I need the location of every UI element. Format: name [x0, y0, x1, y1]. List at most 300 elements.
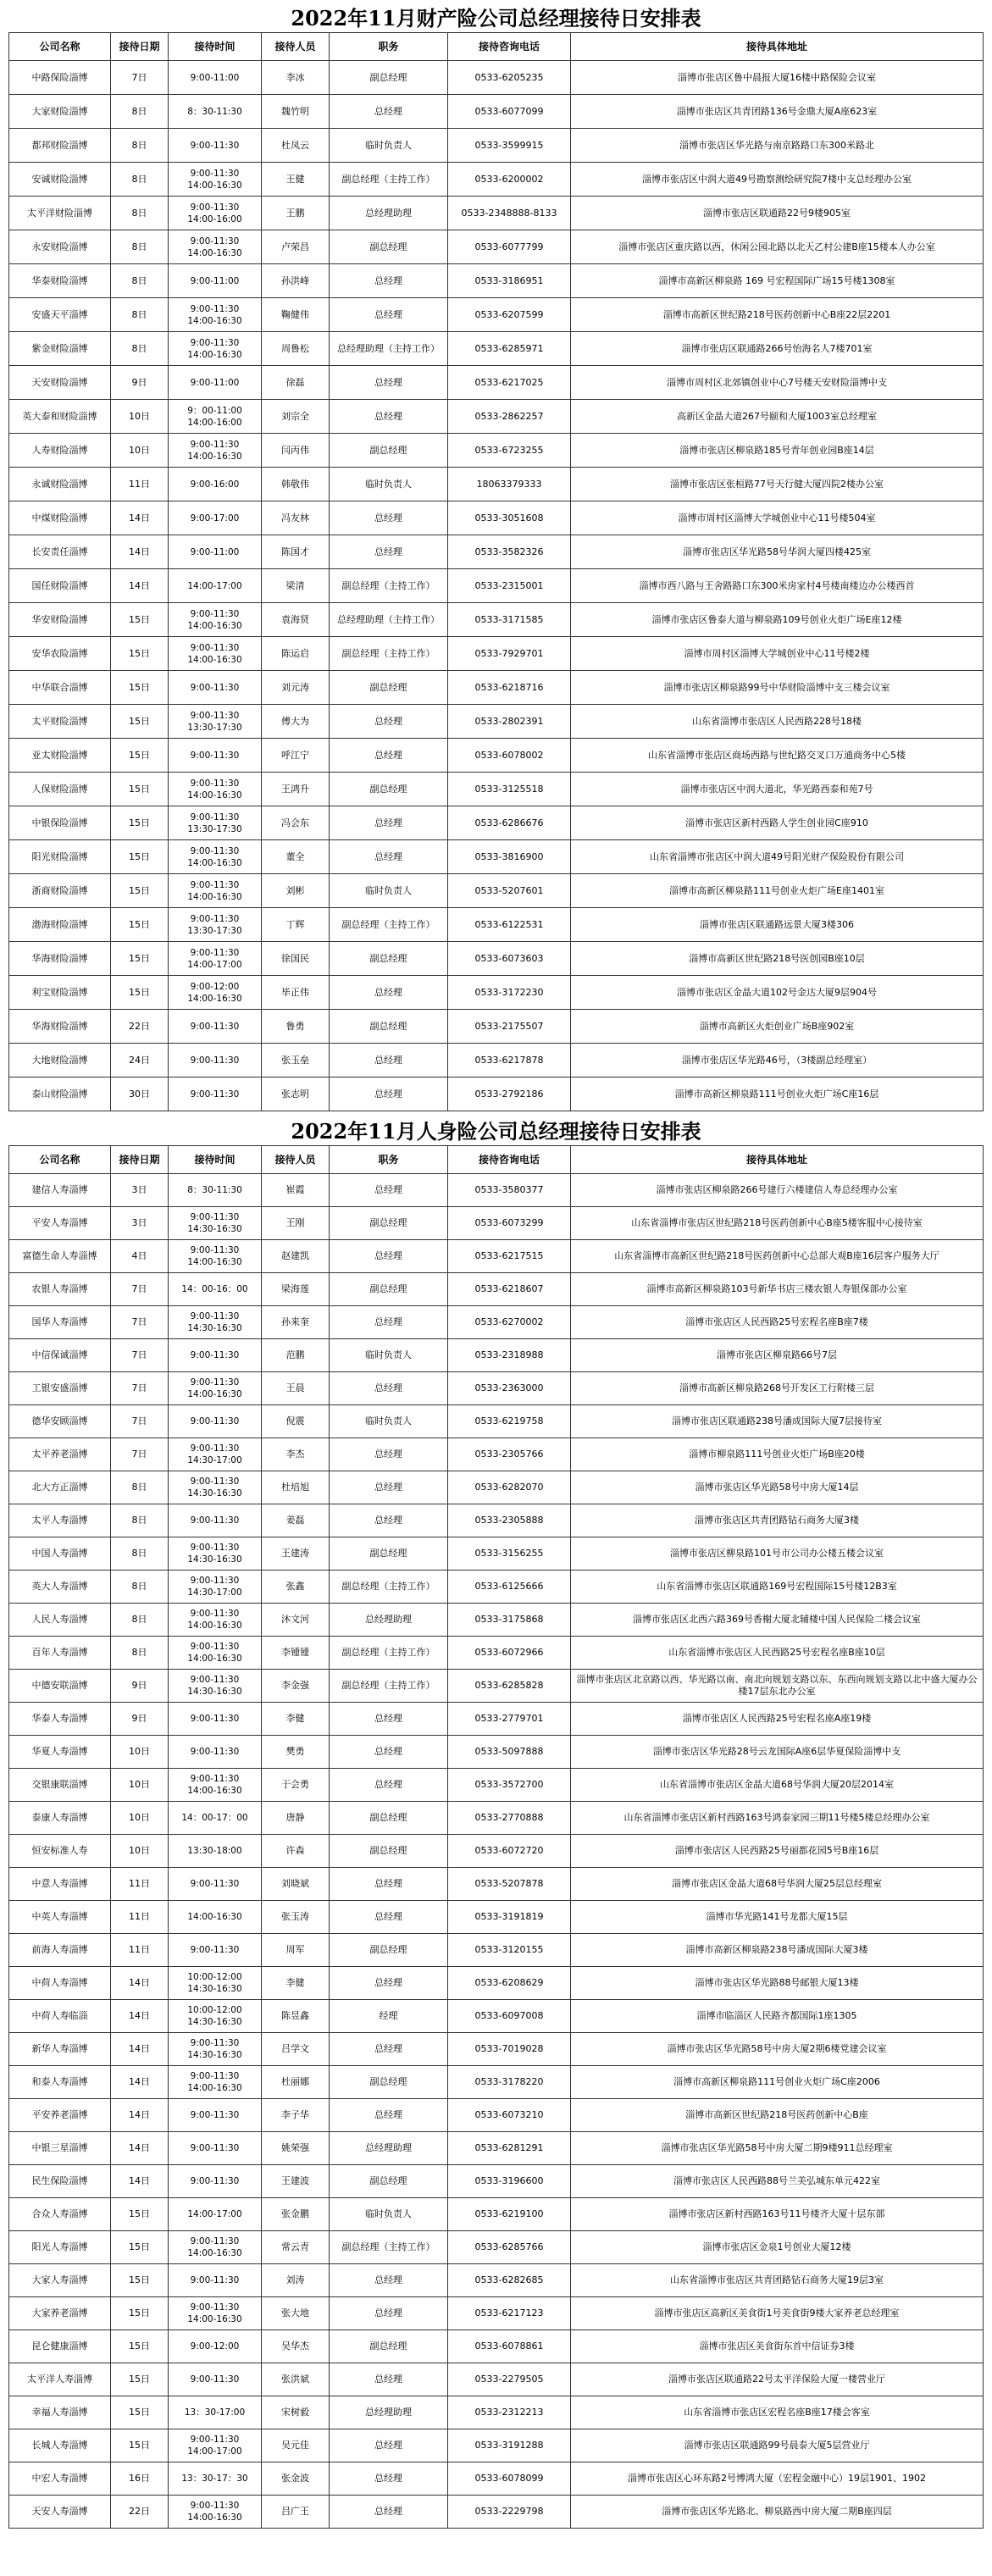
company-name-cell: 大家人寿淄博: [9, 2264, 111, 2297]
receptionist-cell: 徐国民: [262, 942, 330, 976]
reception-date-cell: 15日: [111, 637, 169, 671]
address-cell: 淄博市张店区新村西路人学生创业园C座910: [571, 806, 984, 840]
position-cell: 副总经理: [330, 2165, 448, 2198]
receptionist-cell: 梁海莲: [262, 1273, 330, 1306]
reception-date-cell: 11日: [111, 1934, 169, 1967]
table-row: [9, 806, 984, 840]
life-table-title: 2022年11月人身险公司总经理接待日安排表: [291, 1119, 701, 1144]
reception-date-cell: 8日: [111, 230, 169, 264]
company-name-cell: 渤海财险淄博: [9, 908, 111, 942]
reception-time-cell: 9:00-11:30 14:00-16:30: [169, 2066, 262, 2099]
reception-date-cell: 10日: [111, 400, 169, 434]
table-row: [9, 2496, 984, 2529]
receptionist-cell: 周军: [262, 1934, 330, 1967]
reception-date-cell: 15日: [111, 806, 169, 840]
receptionist-cell: 张鑫: [262, 1571, 330, 1604]
address-cell: 淄博市张店区华光路58号中房大厦2期6楼党建会议室: [571, 2033, 984, 2066]
reception-time-cell: 9:00-11:30: [169, 2099, 262, 2132]
address-cell: 山东省淄博市张店区人民西路25号宏程名座B座10层: [571, 1637, 984, 1670]
address-cell: 淄博市张店区华光路58号华润大厦四楼425室: [571, 535, 984, 569]
company-name-cell: 太平养老淄博: [9, 1438, 111, 1471]
header-receptionist: 接待人员: [262, 33, 330, 61]
table-row: [9, 468, 984, 501]
receptionist-cell: 张大地: [262, 2297, 330, 2330]
header-address: 接待具体地址: [571, 33, 984, 61]
phone-cell: 0533-3186951: [448, 264, 571, 298]
company-name-cell: 中荷人寿淄博: [9, 1967, 111, 2000]
reception-date-cell: 7日: [111, 1372, 169, 1405]
phone-cell: 0533-6073603: [448, 942, 571, 976]
position-cell: 总经理: [330, 840, 448, 874]
header-reception-time: 接待时间: [169, 1146, 262, 1174]
receptionist-cell: 鲁勇: [262, 1010, 330, 1044]
address-cell: 山东省淄博市张店区共青团路钻石商务大厦19层3室: [571, 2264, 984, 2297]
reception-date-cell: 10日: [111, 1835, 169, 1868]
table-row: [9, 603, 984, 637]
company-name-cell: 中国人寿淄博: [9, 1537, 111, 1571]
phone-cell: 0533-2312213: [448, 2396, 571, 2429]
phone-cell: 0533-6723255: [448, 434, 571, 468]
position-cell: 副总经理（主持工作）: [330, 1670, 448, 1703]
phone-cell: 0533-5097888: [448, 1736, 571, 1769]
company-name-cell: 中荷人寿临淄: [9, 2000, 111, 2033]
table-row: [9, 1339, 984, 1372]
table-row: [9, 671, 984, 705]
receptionist-cell: 王健: [262, 163, 330, 197]
table-row: [9, 2396, 984, 2429]
address-cell: 淄博市临淄区人民路齐都国际1座1305: [571, 2000, 984, 2033]
reception-time-cell: 9:00-11:30 14:30-16:30: [169, 1207, 262, 1240]
position-cell: 总经理: [330, 1077, 448, 1111]
company-name-cell: 国华人寿淄博: [9, 1306, 111, 1339]
position-cell: 总经理: [330, 501, 448, 535]
reception-date-cell: 9日: [111, 366, 169, 400]
company-name-cell: 长安责任淄博: [9, 535, 111, 569]
company-name-cell: 浙商财险淄博: [9, 874, 111, 908]
reception-time-cell: 9:00-11:30: [169, 739, 262, 773]
reception-date-cell: 14日: [111, 2099, 169, 2132]
table-row: [9, 705, 984, 739]
reception-date-cell: 7日: [111, 61, 169, 95]
company-name-cell: 中意人寿淄博: [9, 1868, 111, 1901]
table-row: [9, 332, 984, 366]
company-name-cell: 国任财险淄博: [9, 569, 111, 603]
table-row: [9, 874, 984, 908]
position-cell: 总经理: [330, 2496, 448, 2529]
header-company-name: 公司名称: [9, 1146, 111, 1174]
company-name-cell: 民生保险淄博: [9, 2165, 111, 2198]
reception-time-cell: 9:00-11:00: [169, 61, 262, 95]
reception-date-cell: 10日: [111, 1769, 169, 1802]
table-row: [9, 1868, 984, 1901]
phone-cell: 0533-2348888-8133: [448, 197, 571, 230]
table-row: [9, 1835, 984, 1868]
reception-time-cell: 9:00-11:30 14:00-16:30: [169, 230, 262, 264]
address-cell: 淄博市张店区美食街东首中信证券3楼: [571, 2330, 984, 2363]
phone-cell: 0533-6078002: [448, 739, 571, 773]
phone-cell: 0533-2363000: [448, 1372, 571, 1405]
reception-time-cell: 9:00-11:30 14:00-17:00: [169, 2429, 262, 2462]
position-cell: 临时负责人: [330, 129, 448, 163]
receptionist-cell: 沐文河: [262, 1604, 330, 1637]
company-name-cell: 安盛天平淄博: [9, 298, 111, 332]
position-cell: 总经理: [330, 95, 448, 129]
receptionist-cell: 陈国才: [262, 535, 330, 569]
company-name-cell: 交银康联淄博: [9, 1769, 111, 1802]
phone-cell: 0533-6077099: [448, 95, 571, 129]
address-cell: 淄博市高新区柳泉路 169 号宏程国际广场15号楼1308室: [571, 264, 984, 298]
reception-date-cell: 15日: [111, 2363, 169, 2396]
position-cell: 总经理: [330, 1044, 448, 1077]
table-row: [9, 2462, 984, 2496]
receptionist-cell: 刘涛: [262, 2264, 330, 2297]
header-phone: 接待咨询电话: [448, 1146, 571, 1174]
reception-time-cell: 9:00-11:30: [169, 2132, 262, 2165]
receptionist-cell: 吴华杰: [262, 2330, 330, 2363]
phone-cell: 0533-3191819: [448, 1901, 571, 1934]
position-cell: 副总经理: [330, 1273, 448, 1306]
address-cell: 淄博市张店区高新区美食街1号美食街9楼大家养老总经理室: [571, 2297, 984, 2330]
reception-time-cell: 9:00-12:00 14:00-16:30: [169, 976, 262, 1010]
company-name-cell: 中信保诚淄博: [9, 1339, 111, 1372]
reception-date-cell: 8日: [111, 298, 169, 332]
phone-cell: 0533-2779701: [448, 1703, 571, 1736]
reception-date-cell: 15日: [111, 840, 169, 874]
receptionist-cell: 吕学文: [262, 2033, 330, 2066]
receptionist-cell: 傅大为: [262, 705, 330, 739]
phone-cell: 0533-6217515: [448, 1240, 571, 1273]
table-row: [9, 739, 984, 773]
receptionist-cell: 姚荣强: [262, 2132, 330, 2165]
position-cell: 总经理: [330, 366, 448, 400]
address-cell: 淄博市张店区人民西路88号兰美弘城东单元422室: [571, 2165, 984, 2198]
reception-date-cell: 8日: [111, 1537, 169, 1571]
reception-date-cell: 3日: [111, 1174, 169, 1207]
receptionist-cell: 宋树毅: [262, 2396, 330, 2429]
receptionist-cell: 姜磊: [262, 1504, 330, 1537]
table-row: [9, 2231, 984, 2264]
position-cell: 总经理: [330, 1901, 448, 1934]
reception-time-cell: 9:00-11:30 14:00-16:30: [169, 2496, 262, 2529]
reception-time-cell: 13:30-18:00: [169, 1835, 262, 1868]
company-name-cell: 阳光人寿淄博: [9, 2231, 111, 2264]
phone-cell: 0533-6217025: [448, 366, 571, 400]
reception-time-cell: 14:00-17:00: [169, 2198, 262, 2231]
phone-cell: 0533-3580377: [448, 1174, 571, 1207]
position-cell: 副总经理: [330, 1934, 448, 1967]
phone-cell: 0533-5207878: [448, 1868, 571, 1901]
table-row: [9, 298, 984, 332]
receptionist-cell: 李子华: [262, 2099, 330, 2132]
address-cell: 淄博市张店区中润大道北，华光路西泰和苑7号: [571, 773, 984, 806]
reception-time-cell: 9:00-11:30 14:00-16:30: [169, 2231, 262, 2264]
table-row: [9, 1077, 984, 1111]
company-name-cell: 华海财险淄博: [9, 942, 111, 976]
phone-cell: 0533-6205235: [448, 61, 571, 95]
address-cell: 淄博市张店区联通路238号潘成国际大厦7层接待室: [571, 1405, 984, 1438]
company-name-cell: 华海财险淄博: [9, 1010, 111, 1044]
reception-date-cell: 15日: [111, 2297, 169, 2330]
receptionist-cell: 袁海贤: [262, 603, 330, 637]
company-name-cell: 合众人寿淄博: [9, 2198, 111, 2231]
address-cell: 淄博市张店区华光路58号中房大厦二期9楼911总经理室: [571, 2132, 984, 2165]
table-row: [9, 1802, 984, 1835]
receptionist-cell: 魏竹明: [262, 95, 330, 129]
company-name-cell: 安诚财险淄博: [9, 163, 111, 197]
address-cell: 淄博市张店区柳泉路266号建行六楼建信人寿总经理办公室: [571, 1174, 984, 1207]
company-name-cell: 大家财险淄博: [9, 95, 111, 129]
table-row: [9, 1604, 984, 1637]
address-cell: 淄博市张店区人民西路25号宏程名座A座19楼: [571, 1703, 984, 1736]
receptionist-cell: 李健: [262, 1703, 330, 1736]
reception-date-cell: 15日: [111, 739, 169, 773]
address-cell: 淄博市张店区华光路88号邮银大厦13楼: [571, 1967, 984, 2000]
company-name-cell: 太平洋财险淄博: [9, 197, 111, 230]
position-cell: 总经理: [330, 1504, 448, 1537]
receptionist-cell: 杜培旭: [262, 1471, 330, 1504]
phone-cell: 0533-6200002: [448, 163, 571, 197]
reception-time-cell: 9:00-11:30 14:00-16:30: [169, 840, 262, 874]
address-cell: 山东省淄博市张店区商场西路与世纪路交叉口万通商务中心5楼: [571, 739, 984, 773]
reception-date-cell: 14日: [111, 501, 169, 535]
position-cell: 总经理: [330, 2264, 448, 2297]
receptionist-cell: 毕正伟: [262, 976, 330, 1010]
reception-time-cell: 9:00-11:00: [169, 264, 262, 298]
receptionist-cell: 刘宗全: [262, 400, 330, 434]
reception-date-cell: 14日: [111, 2000, 169, 2033]
company-name-cell: 华安财险淄博: [9, 603, 111, 637]
company-name-cell: 华泰财险淄博: [9, 264, 111, 298]
phone-cell: 0533-2175507: [448, 1010, 571, 1044]
table-row: [9, 1405, 984, 1438]
reception-time-cell: 9:00-11:30 14:30-16:30: [169, 1306, 262, 1339]
position-cell: 总经理: [330, 2462, 448, 2496]
address-cell: 淄博市周村区淄博大学城创业中心11号楼2楼: [571, 637, 984, 671]
position-cell: 总经理助理: [330, 1604, 448, 1637]
reception-time-cell: 9:00-11:30 14:00-17:00: [169, 942, 262, 976]
reception-date-cell: 8日: [111, 197, 169, 230]
position-cell: 副总经理（主持工作）: [330, 163, 448, 197]
table-row: [9, 1207, 984, 1240]
phone-cell: 0533-3178220: [448, 2066, 571, 2099]
position-cell: 总经理: [330, 2033, 448, 2066]
table-row: [9, 61, 984, 95]
address-cell: 山东省淄博市张店区金晶大道68号华润大厦20层2014室: [571, 1769, 984, 1802]
reception-time-cell: 14：00-16：00: [169, 1273, 262, 1306]
address-cell: 淄博市高新区柳泉路111号创业火炬广场C座16层: [571, 1077, 984, 1111]
table-row: [9, 501, 984, 535]
reception-time-cell: 9:00-11:30: [169, 1868, 262, 1901]
header-address: 接待具体地址: [571, 1146, 984, 1174]
phone-cell: 0533-6097008: [448, 2000, 571, 2033]
phone-cell: 0533-6218607: [448, 1273, 571, 1306]
position-cell: 总经理: [330, 1471, 448, 1504]
address-cell: 淄博市张店区华光路46号，（3楼副总经理室）: [571, 1044, 984, 1077]
reception-time-cell: 10:00-12:00 14:30-16:30: [169, 2000, 262, 2033]
company-name-cell: 中银三星淄博: [9, 2132, 111, 2165]
company-name-cell: 阳光财险淄博: [9, 840, 111, 874]
header-reception-date: 接待日期: [111, 33, 169, 61]
phone-cell: 0533-2305888: [448, 1504, 571, 1537]
company-name-cell: 利宝财险淄博: [9, 976, 111, 1010]
reception-date-cell: 16日: [111, 2462, 169, 2496]
position-cell: 总经理: [330, 1240, 448, 1273]
reception-date-cell: 15日: [111, 2264, 169, 2297]
company-name-cell: 大地财险淄博: [9, 1044, 111, 1077]
receptionist-cell: 王晨: [262, 1372, 330, 1405]
position-cell: 总经理: [330, 2363, 448, 2396]
table-row: [9, 2198, 984, 2231]
reception-time-cell: 9:00-11:30: [169, 2165, 262, 2198]
reception-time-cell: 9:00-11:30 14:00-16:30: [169, 773, 262, 806]
phone-cell: 0533-7019028: [448, 2033, 571, 2066]
reception-date-cell: 7日: [111, 1273, 169, 1306]
receptionist-cell: 李冰: [262, 61, 330, 95]
reception-date-cell: 22日: [111, 2496, 169, 2529]
reception-time-cell: 9:00-11:30 14:00-16:30: [169, 874, 262, 908]
phone-cell: 0533-6072966: [448, 1637, 571, 1670]
receptionist-cell: 王鹏: [262, 197, 330, 230]
company-name-cell: 人保财险淄博: [9, 773, 111, 806]
receptionist-cell: 唐静: [262, 1802, 330, 1835]
reception-time-cell: 9:00-11:30 13:30-17:30: [169, 806, 262, 840]
company-name-cell: 太平财险淄博: [9, 705, 111, 739]
table-row: [9, 569, 984, 603]
header-company-name: 公司名称: [9, 33, 111, 61]
position-cell: 总经理: [330, 1703, 448, 1736]
position-cell: 副总经理: [330, 61, 448, 95]
position-cell: 总经理: [330, 298, 448, 332]
receptionist-cell: 梁清: [262, 569, 330, 603]
receptionist-cell: 陈运启: [262, 637, 330, 671]
table-row: [9, 1670, 984, 1703]
phone-cell: 0533-6285971: [448, 332, 571, 366]
table-row: [9, 434, 984, 468]
reception-time-cell: 8：30-11:30: [169, 95, 262, 129]
receptionist-cell: 李锺锺: [262, 1637, 330, 1670]
table-row: [9, 1901, 984, 1934]
reception-date-cell: 10日: [111, 1802, 169, 1835]
reception-date-cell: 8日: [111, 264, 169, 298]
position-cell: 总经理: [330, 705, 448, 739]
address-cell: 淄博市张店区鲁泰大道与柳泉路109号创业火炬广场E座12楼: [571, 603, 984, 637]
table-row: [9, 1044, 984, 1077]
address-cell: 淄博市张店区华光路58号中房大厦14层: [571, 1471, 984, 1504]
table-row: [9, 2066, 984, 2099]
receptionist-cell: 冯会东: [262, 806, 330, 840]
address-cell: 淄博市张店区新村西路163号11号楼齐大厦十层东部: [571, 2198, 984, 2231]
reception-time-cell: 9:00-11:30 14:00-16:30: [169, 637, 262, 671]
receptionist-cell: 常云青: [262, 2231, 330, 2264]
position-cell: 副总经理: [330, 2330, 448, 2363]
phone-cell: 0533-6218716: [448, 671, 571, 705]
position-cell: 总经理助理: [330, 2396, 448, 2429]
phone-cell: 0533-2792186: [448, 1077, 571, 1111]
position-cell: 总经理: [330, 1372, 448, 1405]
address-cell: 淄博市张店区北西六路369号香榭大厦北辅楼中国人民保险二楼会议室: [571, 1604, 984, 1637]
reception-time-cell: 8：30-11:30: [169, 1174, 262, 1207]
address-cell: 淄博市高新区柳泉路111号创业火炬广场E座1401室: [571, 874, 984, 908]
reception-time-cell: 9:00-17:00: [169, 501, 262, 535]
address-cell: 淄博市张店区鲁中晨报大厦16楼中路保险会议室: [571, 61, 984, 95]
reception-date-cell: 15日: [111, 2429, 169, 2462]
reception-time-cell: 9:00-16:00: [169, 468, 262, 501]
address-cell: 山东省淄博市张店区新村西路163号鸿泰家园三期11号楼5楼总经理办公室: [571, 1802, 984, 1835]
company-name-cell: 北大方正淄博: [9, 1471, 111, 1504]
table-row: [9, 1504, 984, 1537]
position-cell: 总经理: [330, 1736, 448, 1769]
position-cell: 总经理: [330, 976, 448, 1010]
phone-cell: 0533-3196600: [448, 2165, 571, 2198]
reception-date-cell: 8日: [111, 332, 169, 366]
reception-time-cell: 9:00-11:30: [169, 671, 262, 705]
phone-cell: 0533-6219100: [448, 2198, 571, 2231]
table-row: [9, 1438, 984, 1471]
reception-date-cell: 15日: [111, 908, 169, 942]
table-row: [9, 2165, 984, 2198]
company-name-cell: 永诚财险淄博: [9, 468, 111, 501]
reception-time-cell: 9:00-11:30: [169, 1010, 262, 1044]
receptionist-cell: 王刚: [262, 1207, 330, 1240]
company-name-cell: 大家养老淄博: [9, 2297, 111, 2330]
address-cell: 高新区金晶大道267号颐和大厦1003室总经理室: [571, 400, 984, 434]
reception-time-cell: 9:00-11:30: [169, 2363, 262, 2396]
position-cell: 副总经理: [330, 230, 448, 264]
reception-date-cell: 11日: [111, 1868, 169, 1901]
company-name-cell: 前海人寿淄博: [9, 1934, 111, 1967]
company-name-cell: 富德生命人寿淄博: [9, 1240, 111, 1273]
phone-cell: 0533-6217123: [448, 2297, 571, 2330]
address-cell: 淄博市张店区联通路远景大厦3楼306: [571, 908, 984, 942]
position-cell: 副总经理: [330, 1010, 448, 1044]
phone-cell: 0533-3191288: [448, 2429, 571, 2462]
address-cell: 淄博市张店区柳泉路99号中华财险淄博中支三楼会议室: [571, 671, 984, 705]
reception-time-cell: 9:00-11:30 14:30-17:00: [169, 1438, 262, 1471]
address-cell: 淄博市张店区心环东路2号博鸿大厦（宏程金融中心）19层1901、1902: [571, 2462, 984, 2496]
company-name-cell: 人民人寿淄博: [9, 1604, 111, 1637]
company-name-cell: 百年人寿淄博: [9, 1637, 111, 1670]
table-row: [9, 1967, 984, 2000]
life-table-header-row: [9, 1146, 984, 1174]
position-cell: 总经理助理（主持工作）: [330, 603, 448, 637]
table-row: [9, 400, 984, 434]
company-name-cell: 泰山财险淄博: [9, 1077, 111, 1111]
company-name-cell: 紫金财险淄博: [9, 332, 111, 366]
address-cell: 淄博市张店区联通路266号怡海名人7楼701室: [571, 332, 984, 366]
reception-time-cell: 9:00-11:30 13:30-17:30: [169, 908, 262, 942]
receptionist-cell: 刘彬: [262, 874, 330, 908]
phone-cell: 0533-6285766: [448, 2231, 571, 2264]
reception-date-cell: 10日: [111, 1736, 169, 1769]
table-row: [9, 976, 984, 1010]
company-name-cell: 平安人寿淄博: [9, 1207, 111, 1240]
receptionist-cell: 周鲁松: [262, 332, 330, 366]
phone-cell: 0533-6078099: [448, 2462, 571, 2496]
phone-cell: 0533-2315001: [448, 569, 571, 603]
phone-cell: 0533-6072720: [448, 1835, 571, 1868]
company-name-cell: 中德安联淄博: [9, 1670, 111, 1703]
position-cell: 经理: [330, 2000, 448, 2033]
table-row: [9, 2099, 984, 2132]
reception-date-cell: 8日: [111, 1571, 169, 1604]
address-cell: 淄博市高新区火炬创业广场B座902室: [571, 1010, 984, 1044]
company-name-cell: 永安财险淄博: [9, 230, 111, 264]
receptionist-cell: 张志明: [262, 1077, 330, 1111]
address-cell: 淄博市张店区金晶大道102号金达大厦9层904号: [571, 976, 984, 1010]
company-name-cell: 天安人寿淄博: [9, 2496, 111, 2529]
table-row: [9, 163, 984, 197]
reception-date-cell: 14日: [111, 569, 169, 603]
